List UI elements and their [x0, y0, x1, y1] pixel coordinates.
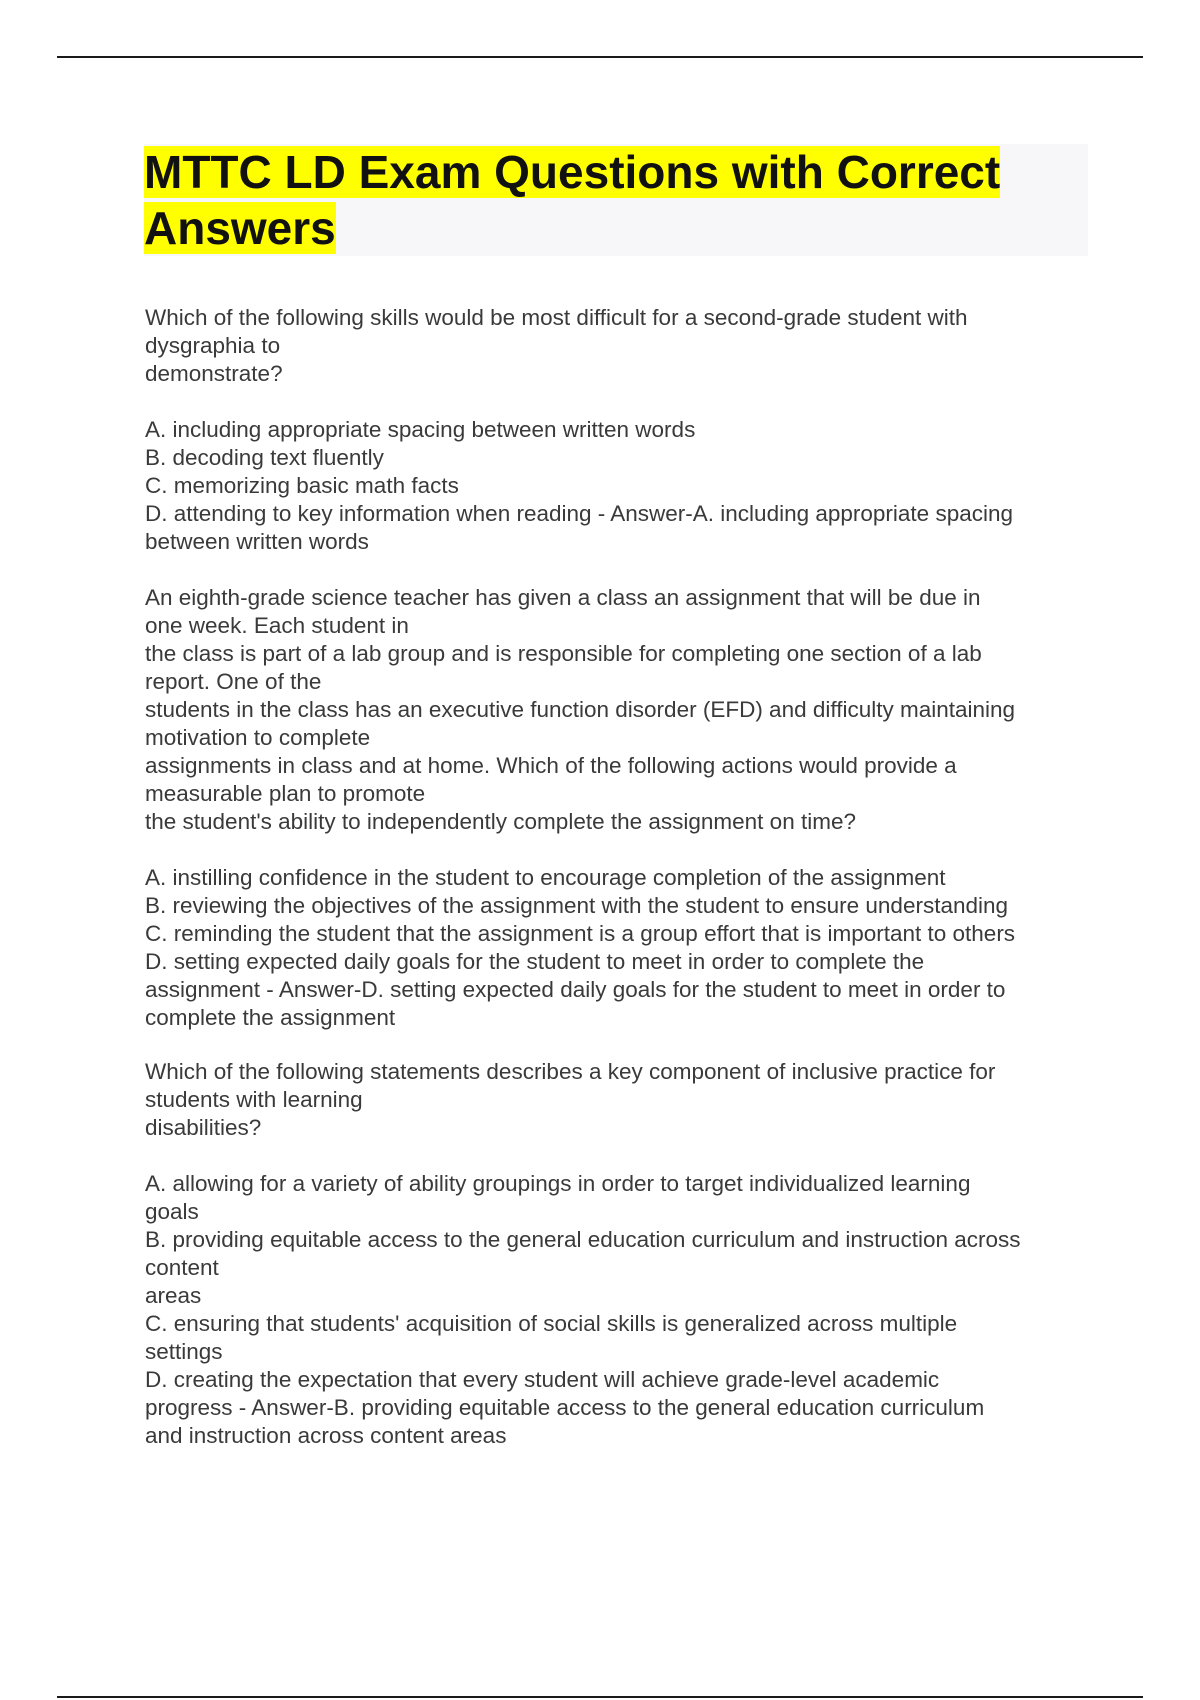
option-line: between written words [145, 529, 369, 554]
question-3 [145, 1058, 1095, 1450]
spacer [145, 388, 1095, 416]
title-block [144, 144, 1088, 256]
question-2-stem [145, 584, 1095, 836]
question-3-options [145, 1170, 1095, 1450]
stem-line: dysgraphia to [145, 333, 281, 358]
stem-line: report. One of the [145, 669, 322, 694]
option-line: assignment - Answer-D. setting expected daily goals for the student to meet in order to [145, 977, 1006, 1002]
option-line: areas [145, 1283, 202, 1308]
stem-line: Which of the following skills would be most difficult for a second-grade student with [145, 305, 968, 330]
stem-line: measurable plan to promote [145, 781, 426, 806]
option-line: D. creating the expectation that every student will achieve grade-level academic [145, 1367, 940, 1392]
title-line-2: Answers [144, 202, 336, 254]
document-title [144, 144, 1088, 256]
stem-line: the class is part of a lab group and is responsible for completing one section of a lab [145, 641, 982, 666]
stem-line: the student's ability to independently complete the assignment on time? [145, 809, 856, 834]
option-line: C. memorizing basic math facts [145, 473, 459, 498]
option-line: B. reviewing the objectives of the assignment with the student to ensure understanding [145, 893, 1009, 918]
option-line: A. including appropriate spacing between written words [145, 417, 696, 442]
option-line: C. ensuring that students' acquisition of social skills is generalized across multiple [145, 1311, 958, 1336]
question-2-options [145, 864, 1095, 1032]
spacer [145, 556, 1095, 584]
spacer [145, 1032, 1095, 1058]
stem-line: assignments in class and at home. Which of the following actions would provide a [145, 753, 957, 778]
stem-line: disabilities? [145, 1115, 262, 1140]
option-line: goals [145, 1199, 199, 1224]
option-line: settings [145, 1339, 223, 1364]
spacer [145, 836, 1095, 864]
option-line: content [145, 1255, 219, 1280]
option-line: B. providing equitable access to the general education curriculum and instruction across [145, 1227, 1021, 1252]
option-line: progress - Answer-B. providing equitable access to the general education curriculum [145, 1395, 985, 1420]
top-rule [57, 56, 1143, 58]
question-1-stem [145, 304, 1095, 388]
stem-line: one week. Each student in [145, 613, 409, 638]
stem-line: students with learning [145, 1087, 363, 1112]
document-body [145, 304, 1095, 1450]
option-line: A. instilling confidence in the student to encourage completion of the assignment [145, 865, 946, 890]
option-line: and instruction across content areas [145, 1423, 507, 1448]
stem-line: motivation to complete [145, 725, 371, 750]
option-line: B. decoding text fluently [145, 445, 384, 470]
option-line: D. setting expected daily goals for the student to meet in order to complete the [145, 949, 925, 974]
bottom-rule [57, 1696, 1143, 1698]
spacer [145, 1142, 1095, 1170]
question-1-options [145, 416, 1095, 556]
option-line: D. attending to key information when reading - Answer-A. including appropriate spacing [145, 501, 1013, 526]
option-line: A. allowing for a variety of ability groupings in order to target individualized learning [145, 1171, 971, 1196]
question-1 [145, 304, 1095, 556]
stem-line: An eighth-grade science teacher has given a class an assignment that will be due in [145, 585, 981, 610]
stem-line: students in the class has an executive function disorder (EFD) and difficulty maintaining [145, 697, 1016, 722]
option-line: C. reminding the student that the assignment is a group effort that is important to others [145, 921, 1016, 946]
question-3-stem [145, 1058, 1095, 1142]
stem-line: demonstrate? [145, 361, 283, 386]
question-2 [145, 584, 1095, 1032]
option-line: complete the assignment [145, 1005, 396, 1030]
stem-line: Which of the following statements describes a key component of inclusive practice for [145, 1059, 996, 1084]
title-line-1: MTTC LD Exam Questions with Correct [144, 146, 1001, 198]
